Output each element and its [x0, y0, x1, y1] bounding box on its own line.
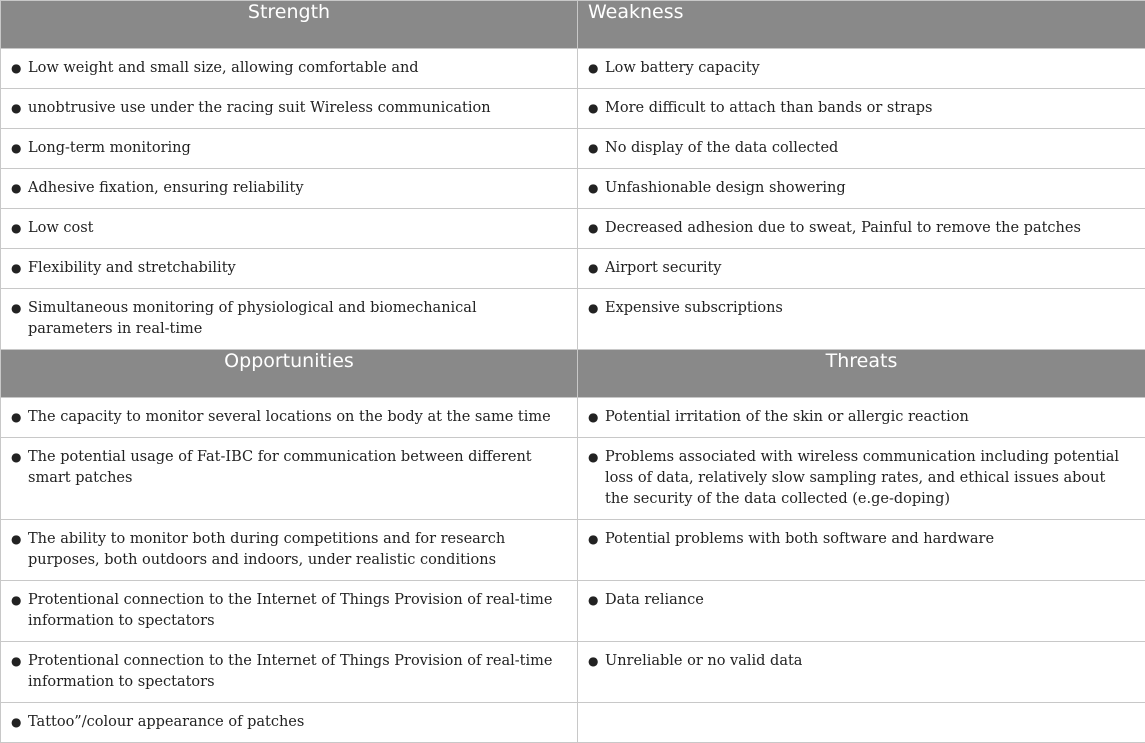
table-row	[1, 520, 1145, 581]
table-row	[1, 249, 1145, 289]
opportunity-cell	[1, 642, 578, 703]
header-row-strength-weakness	[1, 1, 1145, 49]
strength-text: Low cost	[28, 218, 565, 239]
threat-text: Potential problems with both software and hardware	[605, 529, 1133, 550]
table-row	[1, 581, 1145, 642]
opportunity-cell	[1, 581, 578, 642]
bullet-icon: ●	[11, 58, 28, 79]
table-row	[1, 703, 1145, 743]
bullet-icon: ●	[588, 218, 605, 239]
bullet-icon: ●	[11, 258, 28, 279]
strength-cell	[1, 249, 578, 289]
bullet-icon: ●	[11, 298, 28, 319]
bullet-icon: ●	[588, 529, 605, 550]
bullet-icon: ●	[11, 138, 28, 159]
bullet-icon: ●	[11, 712, 28, 733]
threat-cell-empty	[578, 703, 1145, 743]
table-row	[1, 398, 1145, 438]
bullet-icon: ●	[11, 529, 28, 550]
table-row	[1, 289, 1145, 350]
table-row	[1, 129, 1145, 169]
weakness-text: Expensive subscriptions	[605, 298, 1133, 319]
bullet-icon: ●	[11, 407, 28, 428]
threat-text: Potential irritation of the skin or allergic reaction	[605, 407, 1133, 428]
strength-cell	[1, 49, 578, 89]
bullet-icon: ●	[11, 178, 28, 199]
strength-header: Strength	[1, 1, 578, 49]
opportunity-text: Protentional connection to the Internet of Things Provision of real-time information to spectators	[28, 590, 565, 632]
weakness-header: Weakness	[578, 1, 1145, 49]
strength-text: Long-term monitoring	[28, 138, 565, 159]
threat-cell	[578, 642, 1145, 703]
bullet-icon: ●	[588, 138, 605, 159]
bullet-icon: ●	[11, 98, 28, 119]
bullet-icon: ●	[11, 447, 28, 468]
threat-cell	[578, 398, 1145, 438]
threat-cell	[578, 438, 1145, 520]
bullet-icon: ●	[588, 651, 605, 672]
bullet-icon: ●	[588, 178, 605, 199]
bullet-icon: ●	[588, 590, 605, 611]
opportunities-header: Opportunities	[1, 350, 578, 398]
bullet-icon: ●	[588, 258, 605, 279]
table-row	[1, 209, 1145, 249]
strength-text: Flexibility and stretchability	[28, 258, 565, 279]
opportunity-text: The potential usage of Fat-IBC for communication between different smart patches	[28, 447, 565, 489]
strength-cell	[1, 289, 578, 350]
opportunity-text: The ability to monitor both during competitions and for research purposes, both outdoors and indoors, under realistic conditions	[28, 529, 565, 571]
strength-cell	[1, 209, 578, 249]
weakness-cell	[578, 169, 1145, 209]
weakness-text: Airport security	[605, 258, 1133, 279]
bullet-icon: ●	[588, 98, 605, 119]
threat-text: Problems associated with wireless communication including potential loss of data, relatively slow sampling rates, and ethical issues about the security of the data collected (e.ge-doping)	[605, 447, 1133, 510]
opportunity-text: Tattoo”/colour appearance of patches	[28, 712, 565, 733]
table-row	[1, 438, 1145, 520]
strength-text: unobtrusive use under the racing suit Wireless communication	[28, 98, 565, 119]
bullet-icon: ●	[588, 298, 605, 319]
bullet-icon: ●	[11, 590, 28, 611]
strength-cell	[1, 129, 578, 169]
threat-cell	[578, 520, 1145, 581]
opportunity-text: Protentional connection to the Internet of Things Provision of real-time information to spectators	[28, 651, 565, 693]
bullet-icon: ●	[11, 651, 28, 672]
opportunity-cell	[1, 520, 578, 581]
opportunity-text: The capacity to monitor several locations on the body at the same time	[28, 407, 565, 428]
threat-text: Data reliance	[605, 590, 1133, 611]
weakness-text: More difficult to attach than bands or straps	[605, 98, 1133, 119]
bullet-icon: ●	[11, 218, 28, 239]
table-row	[1, 49, 1145, 89]
weakness-cell	[578, 49, 1145, 89]
threats-header: Threats	[578, 350, 1145, 398]
bullet-icon: ●	[588, 447, 605, 468]
weakness-text: Low battery capacity	[605, 58, 1133, 79]
strength-text: Low weight and small size, allowing comfortable and	[28, 58, 565, 79]
strength-text: Simultaneous monitoring of physiological and biomechanical parameters in real-time	[28, 298, 565, 340]
weakness-text: Unfashionable design showering	[605, 178, 1133, 199]
threat-cell	[578, 581, 1145, 642]
opportunity-cell	[1, 703, 578, 743]
weakness-cell	[578, 89, 1145, 129]
weakness-cell	[578, 129, 1145, 169]
table-row	[1, 642, 1145, 703]
table-row	[1, 89, 1145, 129]
strength-cell	[1, 89, 578, 129]
header-row-opportunities-threats	[1, 350, 1145, 398]
weakness-cell	[578, 289, 1145, 350]
threat-text: Unreliable or no valid data	[605, 651, 1133, 672]
bullet-icon: ●	[588, 407, 605, 428]
strength-text: Adhesive fixation, ensuring reliability	[28, 178, 565, 199]
weakness-cell	[578, 209, 1145, 249]
opportunity-cell	[1, 438, 578, 520]
weakness-text: Decreased adhesion due to sweat, Painful to remove the patches	[605, 218, 1133, 239]
weakness-text: No display of the data collected	[605, 138, 1133, 159]
strength-cell	[1, 169, 578, 209]
opportunity-cell	[1, 398, 578, 438]
table-row	[1, 169, 1145, 209]
bullet-icon: ●	[588, 58, 605, 79]
weakness-cell	[578, 249, 1145, 289]
